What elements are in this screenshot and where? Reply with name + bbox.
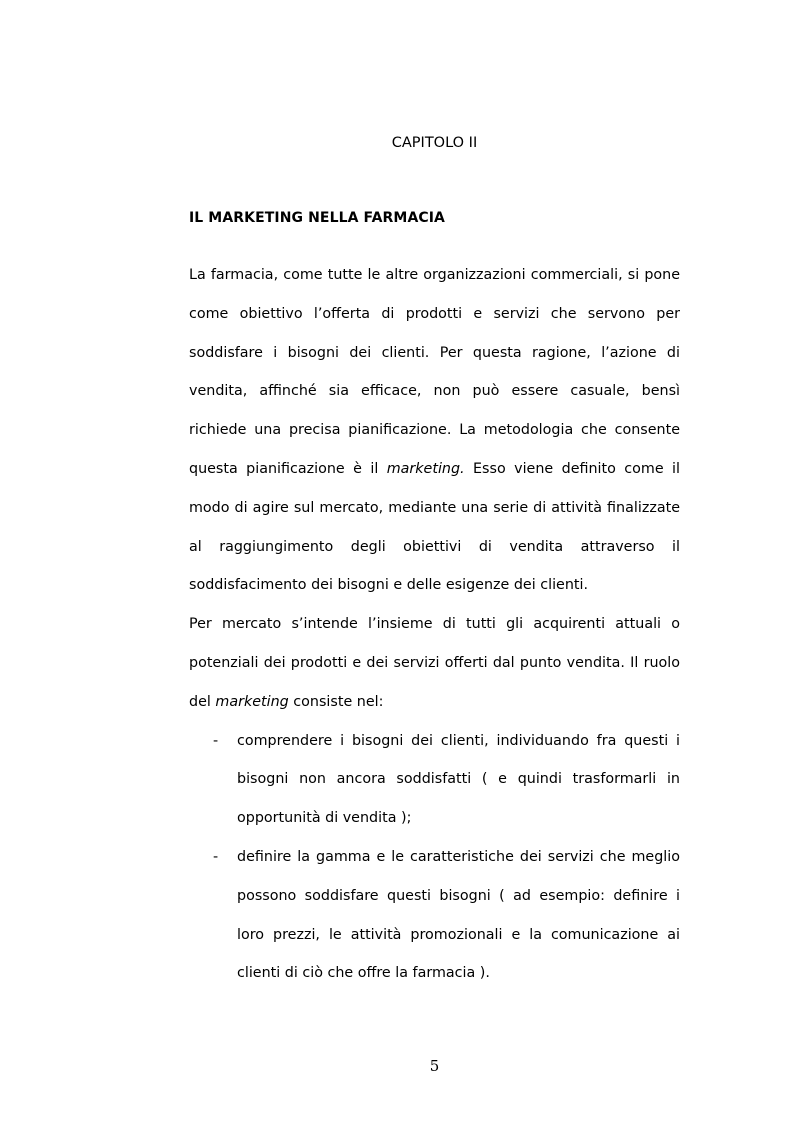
list-item (189, 722, 680, 838)
paragraph-1-text-b: Esso viene definito come il modo di agire sul mercato, mediante una serie di attività finalizzate al raggiungimento degli obiettivi di vendita attraverso il soddisfacimento dei bisogni e delle esigenze dei clienti. (189, 460, 680, 594)
body-text (189, 256, 680, 993)
list-item-text: comprendere i bisogni dei clienti, individuando fra questi i bisogni non ancora soddisfatti ( e quindi trasformarli in opportunità di vendita ); (237, 732, 680, 827)
paragraph-2 (189, 605, 680, 721)
list-bullet: - (213, 848, 219, 865)
page-number: 5 (429, 1057, 440, 1075)
section-heading: IL MARKETING NELLA FARMACIA (189, 210, 445, 226)
list-item-text: definire la gamma e le caratteristiche dei servizi che meglio possono soddisfare questi bisogni ( ad esempio: definire i loro prezzi, le attività promozionali e la comunicazione ai clienti di ciò che offre la farmacia ). (237, 848, 680, 982)
paragraph-2-emphasis: marketing (215, 693, 289, 710)
paragraph-1-text-a: La farmacia, come tutte le altre organizzazioni commerciali, si pone come obiettivo l’offerta di prodotti e servizi che servono per soddisfare i bisogni dei clienti. Per questa ragione, l’azione di vendita, affinché sia efficace, non può essere casuale, bensì richiede una precisa pianificazione. La metodologia che consente questa pianificazione è il (189, 267, 680, 477)
chapter-label-text: CAPITOLO II (391, 135, 478, 151)
paragraph-2-text-b: consiste nel: (288, 693, 384, 710)
chapter-label (189, 133, 680, 153)
paragraph-1-emphasis: marketing. (386, 460, 465, 477)
list-bullet: - (213, 732, 219, 749)
paragraph-1 (189, 256, 680, 605)
paragraph-2-text-a: Per mercato s’intende l’insieme di tutti gli acquirenti attuali o potenziali dei prodotti e dei servizi offerti dal punto vendita. Il ruolo del (189, 616, 680, 710)
bullet-list (189, 722, 680, 994)
list-item (189, 838, 680, 993)
